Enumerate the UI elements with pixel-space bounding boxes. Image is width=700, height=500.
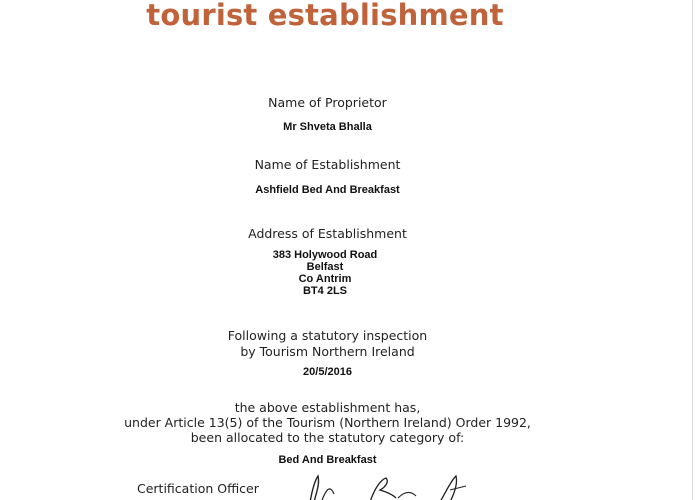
- address-line: Belfast: [306, 261, 344, 273]
- statement-line-1: the above establishment has,: [234, 400, 421, 415]
- inspection-line-1: Following a statutory inspection: [227, 328, 428, 343]
- statement-line-3: been allocated to the statutory category of:: [190, 430, 465, 445]
- proprietor-value: Mr Shveta Bhalla: [283, 121, 372, 133]
- address-line: Co Antrim: [298, 273, 352, 285]
- certification-officer-label: Certification Officer: [137, 481, 259, 496]
- address-line: 383 Holywood Road: [272, 249, 378, 261]
- inspection-date: 20/5/2016: [303, 366, 352, 378]
- address-block: [0, 249, 650, 297]
- certificate-heading: tourist establishment: [146, 0, 504, 32]
- address-label: Address of Establishment: [248, 226, 407, 241]
- category-value: Bed And Breakfast: [278, 454, 377, 466]
- address-line: BT4 2LS: [302, 285, 347, 297]
- signature-image: [300, 472, 470, 500]
- statement-line-2: under Article 13(5) of the Tourism (Northern Ireland) Order 1992,: [124, 415, 531, 430]
- establishment-label: Name of Establishment: [254, 157, 401, 172]
- page-edge-line: [692, 0, 693, 500]
- establishment-value: Ashfield Bed And Breakfast: [255, 184, 400, 196]
- inspection-line-2: by Tourism Northern Ireland: [240, 344, 415, 359]
- proprietor-label: Name of Proprietor: [268, 95, 387, 110]
